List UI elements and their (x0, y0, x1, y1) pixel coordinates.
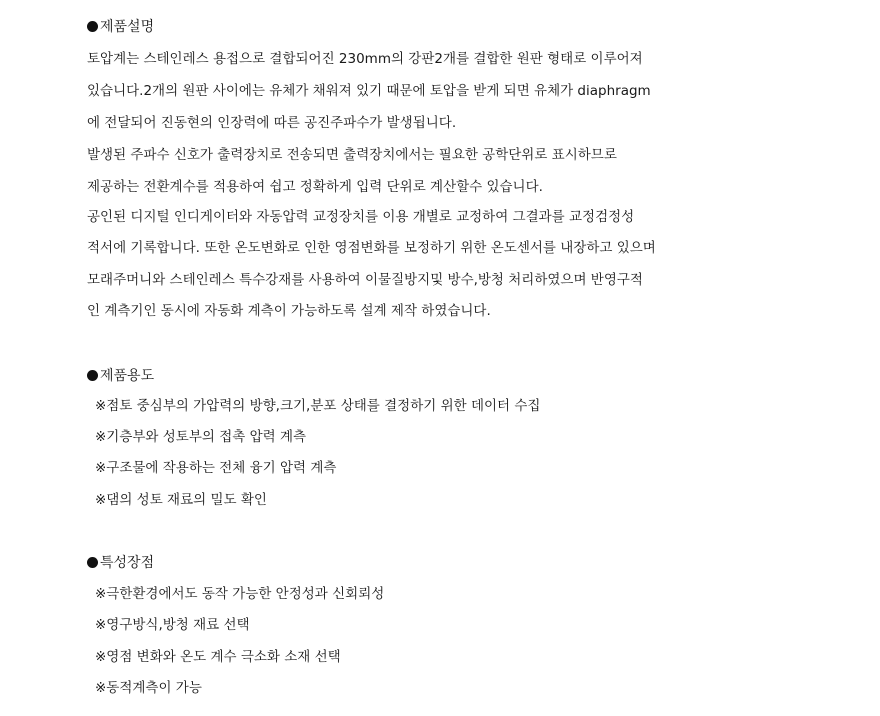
bullet-dot-icon (87, 21, 98, 32)
list-item: ※영점 변화와 온도 계수 극소화 소재 선택 (95, 649, 341, 665)
paragraph-line: 발생된 주파수 신호가 출력장치로 전송되면 출력장치에서는 필요한 공학단위로 표시하므로 (87, 147, 617, 163)
heading-text: 특성장점 (100, 555, 155, 571)
section-heading-features (87, 553, 154, 573)
list-item: ※영구방식,방청 재료 선택 (95, 617, 250, 633)
paragraph-line: 적서에 기록합니다. 또한 온도변화로 인한 영점변화를 보정하기 위한 온도센서를 내장하고 있으며 (87, 240, 656, 256)
paragraph-line: 토압계는 스테인레스 용접으로 결합되어진 230mm의 강판2개를 결합한 원판 형태로 이루어져 (87, 51, 643, 67)
paragraph-line: 공인된 디지털 인디게이터와 자동압력 교정장치를 이용 개별로 교정하여 그결과를 교정검정성 (87, 209, 635, 225)
paragraph-line: 제공하는 전환계수를 적용하여 쉽고 정확하게 입력 단위로 계산할수 있습니다. (87, 179, 543, 195)
paragraph-line: 모래주머니와 스테인레스 특수강재를 사용하여 이물질방지및 방수,방청 처리하였으며 반영구적 (87, 272, 643, 288)
list-item: ※기층부와 성토부의 접촉 압력 계측 (95, 429, 307, 445)
list-item: ※극한환경에서도 동작 가능한 안정성과 신회뢰성 (95, 586, 385, 602)
heading-text: 제품설명 (100, 19, 155, 35)
paragraph-line: 인 계측기인 동시에 자동화 계측이 가능하도록 설계 제작 하였습니다. (87, 303, 491, 319)
bullet-dot-icon (87, 557, 98, 568)
section-heading-description (87, 17, 154, 37)
list-item: ※점토 중심부의 가압력의 방향,크기,분포 상태를 결정하기 위한 데이터 수집 (95, 398, 541, 414)
list-item: ※구조물에 작용하는 전체 융기 압력 계측 (95, 460, 337, 476)
paragraph-line: 에 전달되어 진동현의 인장력에 따른 공진주파수가 발생됩니다. (87, 115, 457, 131)
section-heading-usage (87, 366, 154, 386)
list-item: ※동적계측이 가능 (95, 680, 202, 696)
list-item: ※댐의 성토 재료의 밀도 확인 (95, 492, 267, 508)
heading-text: 제품용도 (100, 368, 155, 384)
bullet-dot-icon (87, 370, 98, 381)
paragraph-line: 있습니다.2개의 원판 사이에는 유체가 채워져 있기 때문에 토압을 받게 되면 유체가 diaphragm (87, 83, 651, 99)
